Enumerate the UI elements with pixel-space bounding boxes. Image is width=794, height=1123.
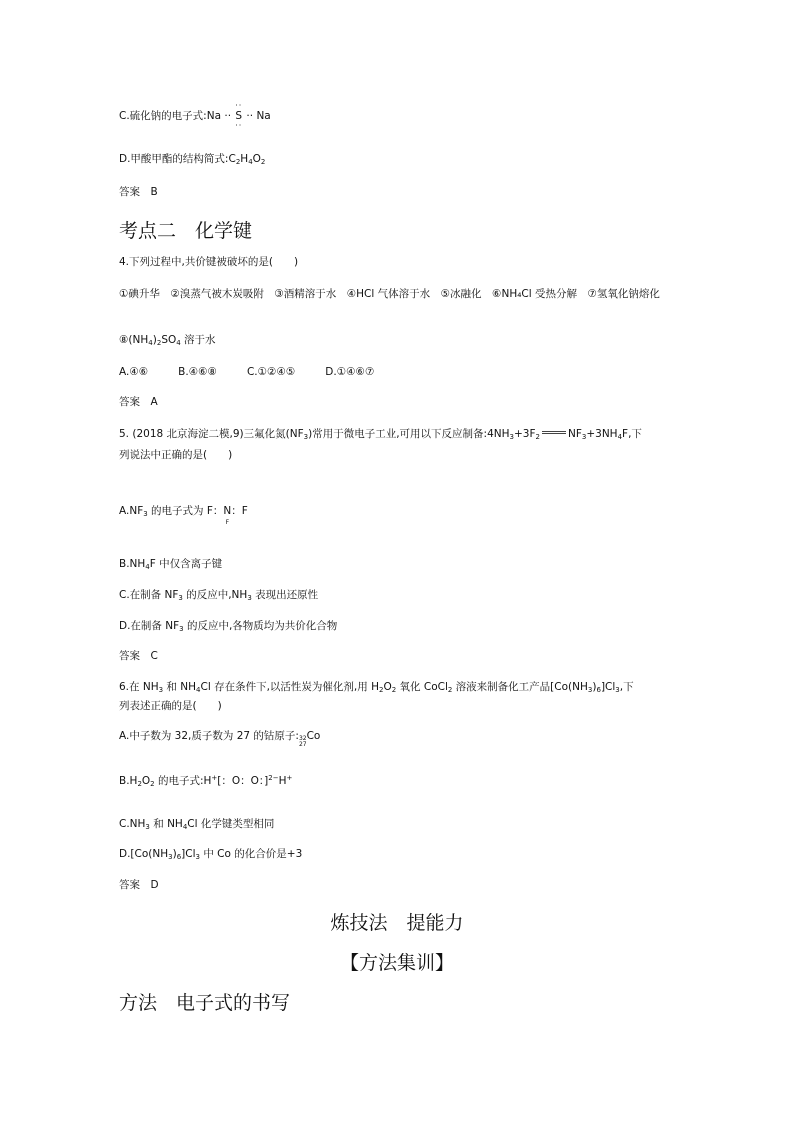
q6-b-plus1: + bbox=[211, 774, 218, 782]
reaction-equals-sign bbox=[542, 431, 566, 434]
q6-s5: 溶液来制备化工产品[Co(NH bbox=[452, 681, 588, 693]
q4-option-a: A.④⑥ bbox=[119, 366, 149, 378]
q3-dots-left: ·· bbox=[224, 110, 232, 122]
q6-c-mid: 和 NH bbox=[149, 818, 183, 830]
q3-d-h-sub: 4 bbox=[248, 158, 253, 166]
nf3-lewis-structure bbox=[206, 505, 248, 526]
q6-option-a bbox=[119, 730, 320, 748]
q6-sub7: 6 bbox=[596, 686, 601, 694]
q6-a-text: A.中子数为 32,质子数为 27 的钴原子: bbox=[119, 730, 299, 742]
q4-item8-b: ) bbox=[152, 334, 157, 346]
q6-a-mass: 32 bbox=[298, 735, 307, 742]
q6-d-post: 中 Co 的化合价是+3 bbox=[200, 848, 303, 860]
q6-option-c bbox=[119, 818, 274, 831]
q6-b-mid: 的电子式:H bbox=[154, 775, 212, 787]
q6-s3: Cl 存在条件下,以活性炭为催化剂,用 H bbox=[200, 681, 379, 693]
q6-s6: ) bbox=[592, 681, 597, 693]
q6-answer: 答案 D bbox=[119, 879, 159, 891]
q6-s1: 6.在 NH bbox=[119, 681, 159, 693]
q6-stem-line2: 列表述正确的是( ) bbox=[119, 700, 222, 712]
q6-sub3: 2 bbox=[378, 686, 384, 694]
q6-sub1: 3 bbox=[158, 686, 164, 694]
q6-d-mid: ) bbox=[172, 848, 177, 860]
q3-answer: 答案 B bbox=[119, 186, 158, 198]
q5-p2-sub: 4 bbox=[617, 433, 623, 441]
q6-d-sub1: 3 bbox=[168, 853, 173, 861]
q4-option-d: D.①④⑥⑦ bbox=[325, 366, 375, 378]
q5-c-mid: 的反应中,NH bbox=[182, 589, 248, 601]
q5-s2: )常用于微电子工业,可用以下反应制备:4NH bbox=[308, 428, 510, 440]
q4-item8-post: 溶于水 bbox=[180, 334, 216, 346]
q5-answer: 答案 C bbox=[119, 650, 158, 662]
q3-option-c bbox=[119, 101, 271, 130]
q4-item8-sub3: 4 bbox=[176, 339, 181, 347]
q4-items-line2 bbox=[119, 334, 216, 347]
q5-s3-sub: 2 bbox=[535, 433, 540, 441]
q3-na-2: Na bbox=[256, 110, 271, 122]
q6-c-post: Cl 化学键类型相同 bbox=[187, 818, 275, 830]
q6-a-symbol: Co bbox=[306, 730, 321, 742]
q5-option-c bbox=[119, 589, 318, 602]
q3-option-d-label: D.甲酸甲酯的结构简式: bbox=[119, 153, 229, 165]
q5-option-d bbox=[119, 620, 337, 633]
q3-option-d bbox=[119, 153, 265, 166]
q6-d-pre: D.[Co(NH bbox=[119, 848, 169, 860]
q5-c-pre: C.在制备 NF bbox=[119, 589, 179, 601]
q6-sub2: 4 bbox=[196, 686, 201, 694]
q3-sulfur-top-dots: ·· bbox=[235, 101, 243, 110]
q3-sulfur-bottom-dots: ·· bbox=[235, 120, 243, 130]
q5-b-pre: B.NH bbox=[119, 558, 146, 570]
q3-na-1: Na bbox=[206, 110, 222, 122]
q5-s2-sub: 3 bbox=[509, 433, 514, 441]
q6-sub5: 2 bbox=[447, 686, 453, 694]
nf3-formula: F：N：F bbox=[206, 505, 248, 517]
q5-stem-line2: 列说法中正确的是( ) bbox=[119, 449, 233, 461]
q6-o: O bbox=[383, 681, 392, 693]
q6-b-plus2: + bbox=[286, 774, 293, 782]
q6-b-charge: 2− bbox=[268, 774, 279, 782]
q6-option-d bbox=[119, 848, 302, 861]
q6-s4: 氧化 CoCl bbox=[396, 681, 448, 693]
q4-item8-a: ⑧(NH bbox=[119, 334, 149, 346]
q6-c-sub1: 3 bbox=[145, 823, 150, 831]
q5-option-a bbox=[119, 505, 248, 526]
q4-options bbox=[119, 366, 404, 379]
q6-s7: ]Cl bbox=[600, 681, 616, 693]
q5-stem-line1 bbox=[119, 428, 642, 441]
q6-d-sub3: 3 bbox=[195, 853, 200, 861]
q5-a-pre: A.NF bbox=[119, 505, 144, 517]
q5-c-sub2: 3 bbox=[247, 594, 252, 602]
q6-c-pre: C.NH bbox=[119, 818, 146, 830]
q6-a-nuclide-numbers bbox=[299, 736, 307, 748]
q6-stem-line1 bbox=[119, 681, 634, 694]
q4-option-b: B.④⑥⑧ bbox=[178, 366, 217, 378]
q5-b-post: F 中仅含离子键 bbox=[149, 558, 223, 570]
q5-a-sub: 3 bbox=[143, 510, 148, 518]
section-subtitle-method-training: 【方法集训】 bbox=[339, 952, 454, 974]
q6-b-pre: B.H bbox=[119, 775, 138, 787]
q3-d-h: H bbox=[240, 153, 249, 165]
q4-item8-so: SO bbox=[161, 334, 177, 346]
q4-item8-sub2: 2 bbox=[156, 339, 162, 347]
q4-items-line1: ①碘升华 ②溴蒸气被木炭吸附 ③酒精溶于水 ④HCl 气体溶于水 ⑤冰融化 ⑥NH₄Cl 受热分解 ⑦氢氧化钠熔化 bbox=[119, 288, 660, 300]
section-title-skills: 炼技法 提能力 bbox=[330, 912, 464, 934]
q5-s3: +3F bbox=[513, 428, 536, 440]
q3-option-c-label: C.硫化钠的电子式: bbox=[119, 110, 207, 122]
q4-answer: 答案 A bbox=[119, 396, 158, 408]
q6-sub6: 3 bbox=[587, 686, 593, 694]
q6-s2: 和 NH bbox=[163, 681, 197, 693]
q6-d-sub2: 6 bbox=[176, 853, 182, 861]
q4-item8-sub1: 4 bbox=[148, 339, 153, 347]
q5-d-pre: D.在制备 NF bbox=[119, 620, 180, 632]
q5-c-sub1: 3 bbox=[178, 594, 183, 602]
q3-sulfur bbox=[234, 101, 243, 130]
q3-d-o-sub: 2 bbox=[260, 158, 266, 166]
q6-sub4: 2 bbox=[391, 686, 397, 694]
q5-s1: 5. (2018 北京海淀二模,9)三氟化氮(NF bbox=[119, 428, 304, 440]
q5-option-b bbox=[119, 558, 222, 571]
q5-p2-f: F bbox=[622, 428, 629, 440]
q5-p1: NF bbox=[567, 428, 582, 440]
q3-d-c-sub: 2 bbox=[235, 158, 241, 166]
nf3-bottom-f: F bbox=[225, 519, 230, 526]
q4-stem: 4.下列过程中,共价键被破坏的是( ) bbox=[119, 256, 299, 268]
q6-b-sub1: 2 bbox=[137, 780, 142, 788]
q5-d-post: 的反应中,各物质均为共价化合物 bbox=[183, 620, 338, 632]
q5-a-mid: 的电子式为 bbox=[147, 505, 207, 517]
q5-c-post: 表现出还原性 bbox=[251, 589, 319, 601]
q6-option-b bbox=[119, 774, 292, 788]
q6-s-end: ,下 bbox=[619, 681, 634, 693]
q6-a-z: 27 bbox=[298, 741, 307, 748]
q6-c-sub2: 4 bbox=[182, 823, 188, 831]
q6-d-cl: ]Cl bbox=[181, 848, 196, 860]
q5-p1-sub: 3 bbox=[581, 433, 587, 441]
q5-s1-sub: 3 bbox=[303, 433, 309, 441]
q5-b-sub: 4 bbox=[145, 563, 150, 571]
q5-d-sub: 3 bbox=[179, 625, 184, 633]
q3-d-c: C bbox=[228, 153, 236, 165]
q4-option-c: C.①②④⑤ bbox=[246, 366, 296, 378]
q6-b-o: O bbox=[141, 775, 151, 787]
q3-dots-right: ·· bbox=[246, 110, 254, 122]
q6-b-h2: H bbox=[278, 775, 287, 787]
q6-sub8: 3 bbox=[615, 686, 620, 694]
q5-p2: +3NH bbox=[586, 428, 618, 440]
q3-d-o: O bbox=[252, 153, 261, 165]
q6-b-sub2: 2 bbox=[150, 780, 155, 788]
q3-sulfur-symbol: S bbox=[235, 110, 243, 122]
method-title: 方法 电子式的书写 bbox=[119, 992, 291, 1014]
h2o2-lewis-structure: [：O：O：] bbox=[217, 775, 269, 787]
section-title-chemical-bond: 考点二 化学键 bbox=[119, 220, 253, 242]
q5-s-end: ,下 bbox=[628, 428, 642, 440]
